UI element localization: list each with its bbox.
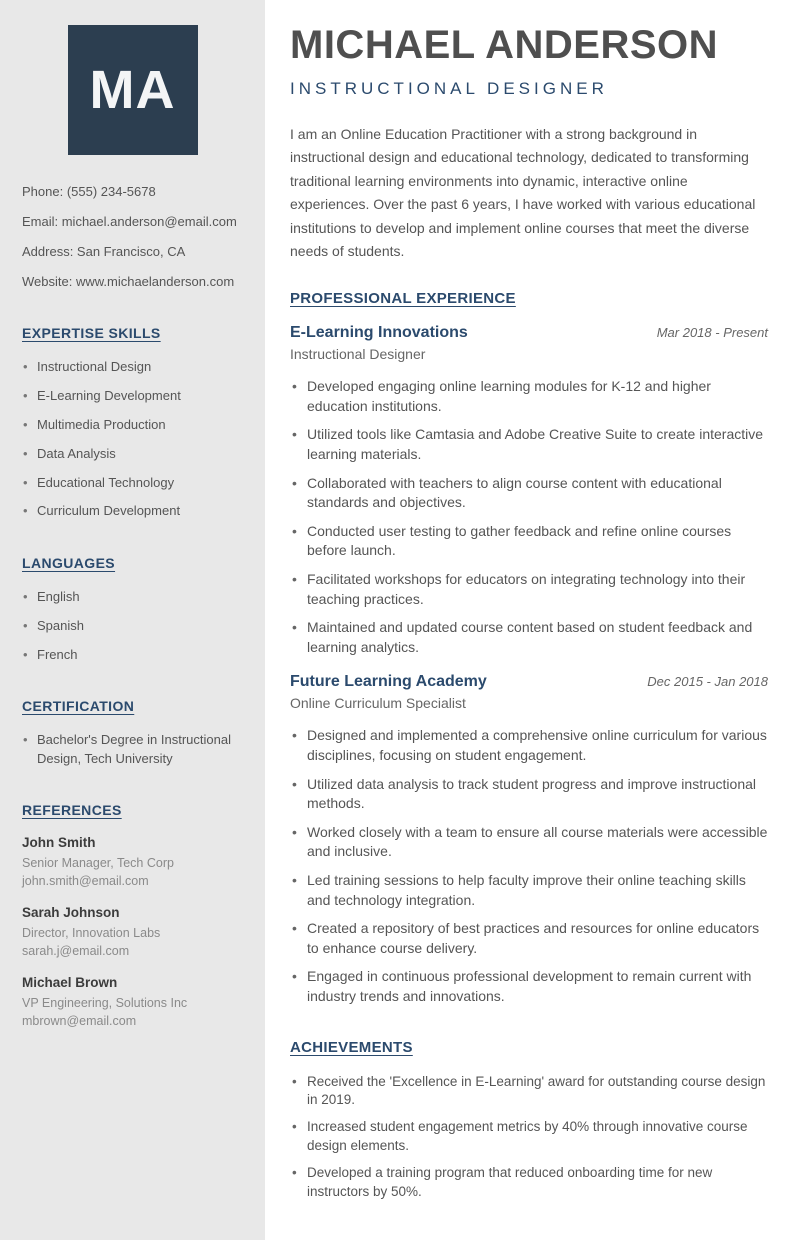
person-name: MICHAEL ANDERSON <box>290 23 719 67</box>
skills-section <box>22 325 243 521</box>
job-bullet: • Created a repository of best practices and resources for online educators to enhance course delivery. <box>290 919 768 958</box>
achievements-heading: ACHIEVEMENTS <box>290 1038 413 1056</box>
achievement-bullet: • Received the 'Excellence in E-Learning' award for outstanding course design in 2019. <box>290 1073 768 1111</box>
job-header <box>290 324 768 342</box>
achievement-bullet: • Developed a training program that reduced onboarding time for new instructors by 50%. <box>290 1164 768 1202</box>
job-bullet: • Facilitated workshops for educators on integrating technology into their teaching practices. <box>290 570 768 609</box>
job-bullet-list <box>290 726 768 1006</box>
certification-heading: CERTIFICATION <box>22 698 135 715</box>
job-bullet: • Designed and implemented a comprehensive online curriculum for various disciplines, focusing on student engagement. <box>290 726 768 765</box>
languages-list <box>22 588 243 664</box>
sidebar <box>0 0 265 1240</box>
language-item: • French <box>22 646 243 664</box>
languages-heading: LANGUAGES <box>22 554 116 571</box>
job-bullet: • Utilized tools like Camtasia and Adobe Creative Suite to create interactive learning materials. <box>290 425 768 464</box>
reference-name: John Smith <box>22 835 96 851</box>
reference-entry <box>22 905 243 960</box>
job-company: E-Learning Innovations <box>290 324 468 342</box>
reference-email: john.smith@email.com <box>22 873 149 888</box>
summary-paragraph: I am an Online Education Practitioner with a strong background in instructional design and educational technology, dedicated to transforming traditional learning environments into dynamic, interactive online experiences. Over the past 6 years, I have worked with various educational institutions to develop and implement online courses that meet the diverse needs of students. <box>290 126 756 259</box>
reference-name: Michael Brown <box>22 975 118 991</box>
job-bullet: • Collaborated with teachers to align course content with educational standards and objectives. <box>290 474 768 513</box>
job-bullet: • Engaged in continuous professional development to remain current with industry trends and innovations. <box>290 967 768 1006</box>
reference-role: Director, Innovation Labs <box>22 926 161 941</box>
job-bullet: • Worked closely with a team to ensure all course materials were accessible and inclusive. <box>290 823 768 862</box>
achievements-section <box>290 1039 768 1202</box>
avatar <box>68 25 198 155</box>
job-dates: Dec 2015 - Jan 2018 <box>647 674 768 690</box>
job-bullet: • Developed engaging online learning modules for K-12 and higher education institutions. <box>290 377 768 416</box>
job-dates: Mar 2018 - Present <box>656 325 768 341</box>
certification-item: • Bachelor's Degree in Instructional Design, Tech University <box>22 731 243 768</box>
skills-heading: EXPERTISE SKILLS <box>22 324 161 341</box>
job-company: Future Learning Academy <box>290 673 487 691</box>
contact-email: Email: michael.anderson@email.com <box>22 214 237 230</box>
achievement-bullet: • Increased student engagement metrics by 40% through innovative course design elements. <box>290 1118 768 1156</box>
job-bullet: • Led training sessions to help faculty improve their online teaching skills and technology integration. <box>290 871 768 910</box>
certification-section <box>22 698 243 768</box>
job-role: Online Curriculum Specialist <box>290 695 466 712</box>
language-item: • Spanish <box>22 617 243 635</box>
job-bullet: • Utilized data analysis to track student progress and improve instructional methods. <box>290 775 768 814</box>
experience-section <box>290 290 768 1006</box>
job-bullet: • Maintained and updated course content based on student feedback and learning analytics. <box>290 618 768 657</box>
achievements-list <box>290 1073 768 1202</box>
main-content <box>265 0 800 1240</box>
job-entry <box>290 673 768 1006</box>
contact-website: Website: www.michaelanderson.com <box>22 274 235 290</box>
skill-item: • Educational Technology <box>22 474 243 492</box>
person-title: INSTRUCTIONAL DESIGNER <box>290 79 608 98</box>
skill-item: • Data Analysis <box>22 445 243 463</box>
job-bullet: • Conducted user testing to gather feedback and refine online courses before launch. <box>290 522 768 561</box>
references-heading: REFERENCES <box>22 802 122 819</box>
experience-heading: PROFESSIONAL EXPERIENCE <box>290 290 516 308</box>
skill-item: • Instructional Design <box>22 358 243 376</box>
contact-address: Address: San Francisco, CA <box>22 244 186 260</box>
contact-phone: Phone: (555) 234-5678 <box>22 184 156 199</box>
contact-info <box>22 183 243 291</box>
reference-email: sarah.j@email.com <box>22 943 130 958</box>
reference-role: Senior Manager, Tech Corp <box>22 856 174 871</box>
reference-email: mbrown@email.com <box>22 1013 137 1028</box>
job-header <box>290 673 768 691</box>
job-role: Instructional Designer <box>290 346 426 363</box>
skill-item: • E-Learning Development <box>22 387 243 405</box>
skill-item: • Multimedia Production <box>22 416 243 434</box>
skill-item: • Curriculum Development <box>22 502 243 520</box>
job-bullet-list <box>290 377 768 657</box>
reference-entry <box>22 975 243 1030</box>
reference-role: VP Engineering, Solutions Inc <box>22 996 188 1011</box>
reference-entry <box>22 835 243 890</box>
reference-name: Sarah Johnson <box>22 905 120 921</box>
certification-list <box>22 731 243 768</box>
language-item: • English <box>22 588 243 606</box>
avatar-initials: MA <box>89 60 176 120</box>
job-entry <box>290 324 768 657</box>
references-section <box>22 802 243 1030</box>
languages-section <box>22 555 243 664</box>
skills-list <box>22 358 243 521</box>
